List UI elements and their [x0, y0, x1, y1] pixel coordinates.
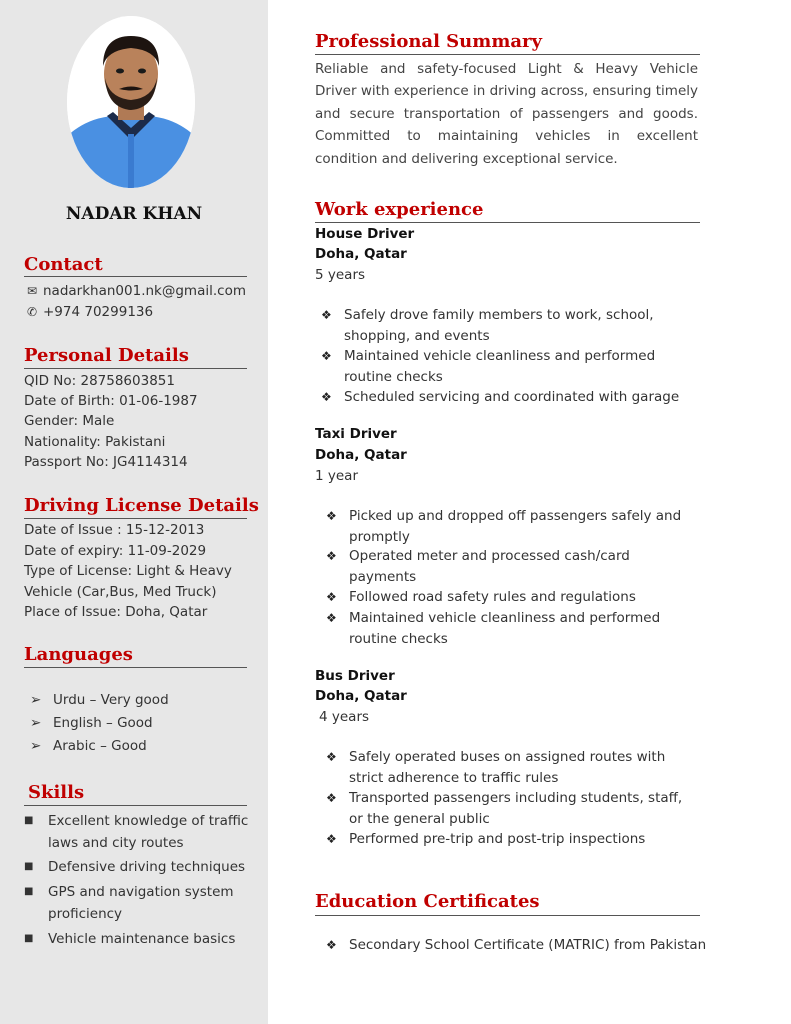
job-duration: 5 years [315, 267, 366, 283]
contact-divider [24, 276, 247, 277]
personal-passport: Passport No: JG4114314 [24, 454, 188, 470]
language-item: ➢ English – Good [30, 715, 153, 731]
job-bullet: ❖ Maintained vehicle cleanliness and performed routine checks [321, 348, 656, 385]
job-location: Doha, Qatar [315, 447, 407, 463]
experience-heading: Work experience [315, 199, 484, 220]
personal-qid: QID No: 28758603851 [24, 373, 175, 389]
square-bullet-icon: ■ [24, 886, 34, 897]
license-place: Place of Issue: Doha, Qatar [24, 604, 208, 620]
license-issue-date: Date of Issue : 15-12-2013 [24, 522, 205, 538]
skills-heading: Skills [28, 782, 85, 803]
summary-heading: Professional Summary [315, 31, 542, 52]
languages-heading: Languages [24, 644, 133, 665]
job-duration: 1 year [315, 468, 358, 484]
job-bullet: ❖ Maintained vehicle cleanliness and performed routine checks [326, 610, 661, 647]
skill-item: ■ Defensive driving techniques [24, 856, 259, 878]
summary-divider [315, 54, 700, 55]
diamond-bullet-icon: ❖ [321, 390, 332, 404]
diamond-bullet-icon: ❖ [326, 938, 337, 952]
skill-item: ■ Excellent knowledge of traffic laws and city routes [24, 810, 259, 854]
experience-divider [315, 222, 700, 223]
arrow-bullet-icon: ➢ [30, 715, 42, 731]
job-bullet: ❖ Picked up and dropped off passengers safely and promptly [326, 508, 682, 545]
job-title: Taxi Driver [315, 426, 397, 442]
diamond-bullet-icon: ❖ [326, 832, 337, 846]
personal-nationality: Nationality: Pakistani [24, 434, 166, 450]
square-bullet-icon: ■ [24, 815, 34, 826]
job-bullet: ❖ Transported passengers including students, staff, or the general public [326, 790, 683, 827]
languages-divider [24, 667, 247, 668]
sidebar [0, 0, 268, 1024]
license-type: Type of License: Light & Heavy [24, 563, 232, 579]
diamond-bullet-icon: ❖ [326, 791, 337, 805]
job-location: Doha, Qatar [315, 246, 407, 262]
profile-photo [67, 16, 195, 188]
arrow-bullet-icon: ➢ [30, 692, 42, 708]
personal-details-divider [24, 368, 247, 369]
profile-photo-illustration [67, 16, 195, 188]
candidate-name: NADAR KHAN [65, 204, 203, 224]
job-title: Bus Driver [315, 668, 395, 684]
diamond-bullet-icon: ❖ [326, 611, 337, 625]
square-bullet-icon: ■ [24, 861, 34, 872]
diamond-bullet-icon: ❖ [321, 308, 332, 322]
square-bullet-icon: ■ [24, 933, 34, 944]
job-bullet: ❖ Performed pre-trip and post-trip inspections [326, 829, 686, 850]
license-vehicle: Vehicle (Car,Bus, Med Truck) [24, 584, 217, 600]
phone-icon: ✆ [26, 305, 38, 319]
summary-text: Reliable and safety-focused Light & Heavy Vehicle Driver with experience in driving across, ensuring timely and secure transportation of passengers and goods. Committed to maintaining vehicles in excellent condition and delivering exceptional service. [315, 61, 698, 167]
diamond-bullet-icon: ❖ [326, 590, 337, 604]
license-divider [24, 518, 247, 519]
job-location: Doha, Qatar [315, 688, 407, 704]
job-duration: 4 years [319, 709, 370, 725]
skills-divider [24, 805, 247, 806]
license-heading: Driving License Details [24, 495, 259, 516]
diamond-bullet-icon: ❖ [326, 750, 337, 764]
diamond-bullet-icon: ❖ [321, 349, 332, 363]
license-expiry-date: Date of expiry: 11-09-2029 [24, 543, 207, 559]
skill-item: ■ Vehicle maintenance basics [24, 928, 259, 950]
education-heading: Education Certificates [315, 891, 540, 912]
contact-email-row [24, 281, 246, 302]
diamond-bullet-icon: ❖ [326, 509, 337, 523]
language-item: ➢ Urdu – Very good [30, 692, 169, 708]
contact-email[interactable]: nadarkhan001.nk@gmail.com [43, 283, 246, 299]
contact-phone[interactable]: +974 70299136 [43, 304, 154, 320]
education-item: ❖ Secondary School Certificate (MATRIC) from Pakistan [326, 935, 726, 956]
job-title: House Driver [315, 226, 415, 242]
job-bullet: ❖ Operated meter and processed cash/card payments [326, 548, 630, 585]
contact-heading: Contact [24, 254, 103, 275]
personal-details-heading: Personal Details [24, 345, 189, 366]
job-bullet: ❖ Safely operated buses on assigned routes with strict adherence to traffic rules [326, 749, 666, 786]
personal-dob: Date of Birth: 01-06-1987 [24, 393, 198, 409]
skill-item: ■ GPS and navigation system proficiency [24, 881, 259, 925]
envelope-icon: ✉ [26, 284, 38, 298]
job-bullet: ❖ Safely drove family members to work, school, shopping, and events [321, 307, 654, 344]
language-item: ➢ Arabic – Good [30, 738, 147, 754]
diamond-bullet-icon: ❖ [326, 549, 337, 563]
job-bullet: ❖ Followed road safety rules and regulations [326, 587, 686, 608]
arrow-bullet-icon: ➢ [30, 738, 42, 754]
personal-gender: Gender: Male [24, 413, 115, 429]
education-divider [315, 915, 700, 916]
job-bullet: ❖ Scheduled servicing and coordinated with garage [321, 387, 701, 408]
contact-phone-row [24, 302, 153, 323]
